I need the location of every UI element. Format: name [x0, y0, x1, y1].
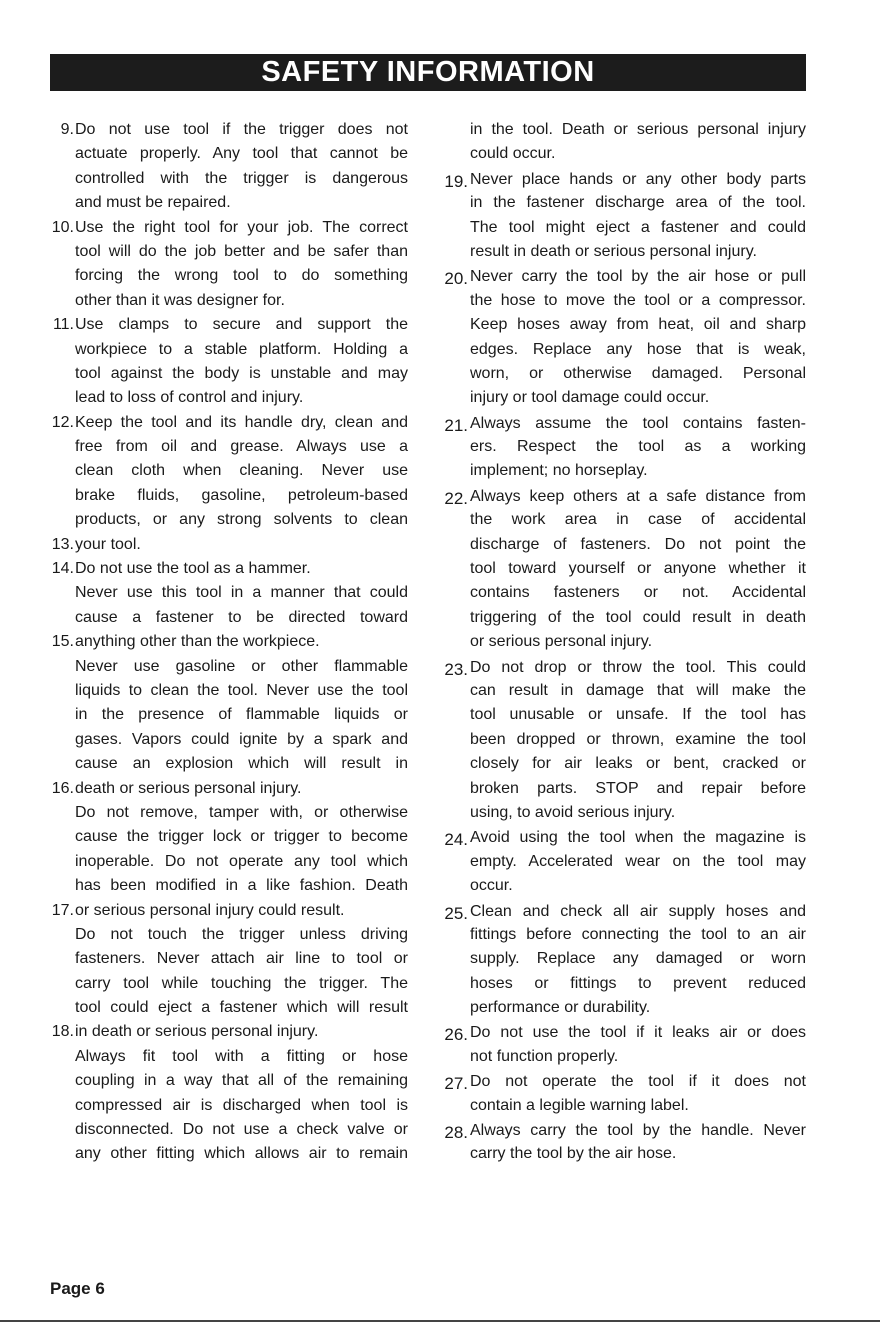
- line-text: workpiece to a stable platform. Holding a: [75, 340, 408, 358]
- text-line: [50, 947, 408, 971]
- line-text: Keep hoses away from heat, oil and sharp: [470, 316, 806, 334]
- page-title: SAFETY INFORMATION: [261, 56, 595, 88]
- line-text: compressed air is discharged when tool is: [75, 1096, 408, 1114]
- line-text: hoses or fittings to prevent reduced: [470, 974, 806, 992]
- line-text: Do not touch the trigger unless driving: [75, 925, 408, 943]
- right-column: [438, 118, 806, 1167]
- text-line: [50, 289, 408, 313]
- item-number: 17.: [51, 901, 74, 919]
- item-number: 12.: [51, 413, 74, 431]
- text-line: [50, 899, 408, 923]
- text-line: [438, 435, 806, 459]
- line-text: contains fasteners or not. Accidental: [470, 584, 806, 602]
- item-number: 15.: [51, 633, 74, 651]
- line-text: cause an explosion which will result in: [75, 755, 408, 773]
- line-text: tool against the body is unstable and may: [75, 364, 408, 382]
- line-text: the work area in case of accidental: [470, 511, 806, 529]
- text-line: [438, 289, 806, 313]
- item-number: 22.: [444, 488, 468, 508]
- line-text: Use the right tool for your job. The correct: [75, 218, 408, 236]
- line-text: forcing the wrong tool to do something: [75, 267, 408, 285]
- text-line: [50, 362, 408, 386]
- line-text: The tool might eject a fastener and could: [470, 218, 806, 236]
- text-line: [50, 533, 408, 557]
- line-text: cause a fastener to be directed toward: [75, 608, 408, 626]
- line-text: Clean and check all air supply hoses and: [470, 902, 806, 920]
- text-line: [50, 508, 408, 532]
- line-text: the hose to move the tool or a compressor.: [470, 291, 806, 309]
- text-line: [50, 484, 408, 508]
- section-header: [50, 54, 806, 91]
- item-number: 28.: [444, 1123, 468, 1143]
- line-text: ers. Respect the tool as a working: [470, 438, 806, 456]
- line-text: cause the trigger lock or trigger to become: [75, 828, 408, 846]
- text-line: [50, 313, 408, 337]
- line-text: products, or any strong solvents to clean: [75, 511, 408, 529]
- line-text: not function properly.: [470, 1047, 619, 1065]
- text-line: [50, 435, 408, 459]
- line-text: Avoid using the tool when the magazine is: [470, 829, 806, 847]
- text-line: [438, 679, 806, 703]
- line-text: using, to avoid serious injury.: [470, 803, 676, 821]
- line-text: Never use gasoline or other flammable: [75, 657, 408, 675]
- left-column: [50, 118, 408, 1167]
- item-number: 13.: [51, 535, 74, 553]
- text-line: [50, 386, 408, 410]
- text-line: [438, 216, 806, 240]
- line-text: gases. Vapors could ignite by a spark and: [75, 730, 408, 748]
- line-text: free from oil and grease. Always use a: [75, 438, 408, 456]
- text-line: [438, 533, 806, 557]
- text-line: [438, 362, 806, 386]
- text-line: [50, 459, 408, 483]
- text-line: [438, 728, 806, 752]
- line-text: tool will do the job better and be safer than: [75, 242, 408, 260]
- text-line: [438, 947, 806, 971]
- line-text: Do not use the tool as a hammer.: [75, 560, 311, 578]
- line-text: triggering of the tool could result in death: [470, 608, 806, 626]
- text-line: [438, 1020, 806, 1044]
- line-text: empty. Accelerated wear on the tool may: [470, 852, 806, 870]
- text-line: [438, 972, 806, 996]
- text-line: [50, 118, 408, 142]
- line-text: discharge of fasteners. Do not point the: [470, 535, 806, 553]
- item-number: 25.: [444, 903, 468, 923]
- line-text: could occur.: [470, 145, 556, 163]
- line-text: has been modified in a like fashion. Death: [75, 877, 408, 895]
- text-line: [438, 581, 806, 605]
- line-text: carry tool while touching the trigger. The: [75, 974, 408, 992]
- line-text: other than it was designer for.: [75, 291, 285, 309]
- line-text: or serious personal injury.: [470, 633, 653, 651]
- text-line: [438, 1069, 806, 1093]
- item-number: 23.: [444, 659, 468, 679]
- text-line: [438, 630, 806, 654]
- line-text: in death or serious personal injury.: [75, 1023, 319, 1041]
- text-line: [50, 240, 408, 264]
- page-number: Page 6: [50, 1279, 105, 1298]
- item-number: 18.: [51, 1023, 74, 1041]
- line-text: Always assume the tool contains fasten-: [470, 414, 806, 432]
- text-line: [438, 899, 806, 923]
- line-text: inoperable. Do not operate any tool which: [75, 852, 408, 870]
- line-text: occur.: [470, 877, 513, 895]
- line-text: fasteners. Never attach air line to tool or: [75, 950, 408, 968]
- text-line: [438, 313, 806, 337]
- text-line: [438, 459, 806, 483]
- line-text: tool could eject a fastener which will result: [75, 999, 408, 1017]
- line-text: liquids to clean the tool. Never use the tool: [75, 681, 408, 699]
- text-line: [438, 801, 806, 825]
- text-line: [438, 484, 806, 508]
- line-text: implement; no horseplay.: [470, 462, 648, 480]
- text-line: [438, 1045, 806, 1069]
- text-line: [50, 338, 408, 362]
- item-number: 24.: [444, 830, 468, 850]
- text-line: [50, 777, 408, 801]
- line-text: actuate properly. Any tool that cannot be: [75, 145, 408, 163]
- item-number: 10.: [51, 218, 74, 236]
- line-text: Never carry the tool by the air hose or pull: [470, 268, 806, 286]
- line-text: tool unusable or unsafe. If the tool has: [470, 706, 806, 724]
- line-text: supply. Replace any damaged or worn: [470, 950, 806, 968]
- line-text: worn, or otherwise damaged. Personal: [470, 364, 806, 382]
- line-text: clean cloth when cleaning. Never use: [75, 462, 408, 480]
- text-line: [438, 606, 806, 630]
- line-text: contain a legible warning label.: [470, 1096, 689, 1114]
- text-line: [438, 386, 806, 410]
- line-text: in the presence of flammable liquids or: [75, 706, 408, 724]
- line-text: Always keep others at a safe distance from: [470, 487, 806, 505]
- item-number: 26.: [444, 1025, 468, 1045]
- text-line: [50, 581, 408, 605]
- item-number: 27.: [444, 1074, 468, 1094]
- text-line: [438, 142, 806, 166]
- text-line: [438, 557, 806, 581]
- line-text: coupling in a way that all of the remaining: [75, 1072, 408, 1090]
- text-line: [438, 1142, 806, 1166]
- text-line: [438, 703, 806, 727]
- text-line: [50, 679, 408, 703]
- line-text: carry the tool by the air hose.: [470, 1145, 677, 1163]
- text-line: [50, 801, 408, 825]
- line-text: brake fluids, gasoline, petroleum-based: [75, 486, 408, 504]
- text-line: [50, 411, 408, 435]
- line-text: Do not drop or throw the tool. This could: [470, 658, 806, 676]
- line-text: Never use this tool in a manner that could: [75, 584, 408, 602]
- line-text: or serious personal injury could result.: [75, 901, 345, 919]
- line-text: performance or durability.: [470, 999, 651, 1017]
- text-line: [438, 191, 806, 215]
- text-line: [438, 752, 806, 776]
- line-text: Use clamps to secure and support the: [75, 316, 408, 334]
- text-line: [438, 874, 806, 898]
- text-line: [438, 1094, 806, 1118]
- text-line: [438, 118, 806, 142]
- line-text: death or serious personal injury.: [75, 779, 302, 797]
- line-text: Never place hands or any other body parts: [470, 170, 806, 188]
- line-text: edges. Replace any hose that is weak,: [470, 340, 806, 358]
- line-text: result in death or serious personal injury.: [470, 242, 757, 260]
- text-line: [438, 240, 806, 264]
- line-text: Always carry the tool by the handle. Never: [470, 1122, 806, 1140]
- line-text: your tool.: [75, 535, 141, 553]
- line-text: Keep the tool and its handle dry, clean and: [75, 413, 408, 431]
- text-line: [50, 1118, 408, 1142]
- line-text: Do not operate the tool if it does not: [470, 1073, 806, 1091]
- line-text: fittings before connecting the tool to an air: [470, 925, 806, 943]
- text-line: [50, 142, 408, 166]
- text-line: [438, 850, 806, 874]
- line-text: Do not use the tool if it leaks air or does: [470, 1024, 806, 1042]
- item-number: 11.: [52, 316, 74, 334]
- text-line: [50, 1069, 408, 1093]
- text-line: [438, 338, 806, 362]
- text-line: [50, 703, 408, 727]
- text-line: [438, 655, 806, 679]
- text-line: [438, 264, 806, 288]
- text-line: [50, 972, 408, 996]
- line-text: injury or tool damage could occur.: [470, 389, 710, 407]
- line-text: broken parts. STOP and repair before: [470, 779, 806, 797]
- item-number: 16.: [51, 779, 74, 797]
- text-line: [50, 752, 408, 776]
- line-text: tool toward yourself or anyone whether it: [470, 560, 806, 578]
- item-number: 20.: [444, 269, 468, 289]
- line-text: Do not remove, tamper with, or otherwise: [75, 803, 408, 821]
- text-line: [50, 264, 408, 288]
- text-line: [50, 630, 408, 654]
- text-line: [50, 191, 408, 215]
- text-line: [50, 167, 408, 191]
- text-line: [50, 874, 408, 898]
- text-line: [50, 996, 408, 1020]
- text-line: [50, 1020, 408, 1044]
- text-line: [438, 411, 806, 435]
- text-line: [438, 508, 806, 532]
- text-line: [438, 923, 806, 947]
- text-line: [50, 655, 408, 679]
- text-line: [50, 1142, 408, 1166]
- line-text: anything other than the workpiece.: [75, 633, 320, 651]
- item-number: 14.: [51, 560, 74, 578]
- text-line: [438, 1118, 806, 1142]
- text-line: [438, 825, 806, 849]
- line-text: controlled with the trigger is dangerous: [75, 169, 408, 187]
- text-line: [438, 167, 806, 191]
- line-text: closely for air leaks or bent, cracked or: [470, 755, 806, 773]
- text-line: [50, 557, 408, 581]
- text-line: [438, 996, 806, 1020]
- text-line: [50, 1045, 408, 1069]
- line-text: in the fastener discharge area of the tool.: [470, 194, 806, 212]
- line-text: disconnected. Do not use a check valve or: [75, 1121, 408, 1139]
- text-line: [50, 216, 408, 240]
- text-line: [50, 1094, 408, 1118]
- line-text: Always fit tool with a fitting or hose: [75, 1047, 408, 1065]
- text-line: [50, 923, 408, 947]
- line-text: lead to loss of control and injury.: [75, 389, 304, 407]
- item-number: 19.: [444, 171, 468, 191]
- text-line: [50, 728, 408, 752]
- line-text: Do not use tool if the trigger does not: [75, 121, 408, 138]
- line-text: in the tool. Death or serious personal injury: [470, 121, 806, 138]
- line-text: been dropped or thrown, examine the tool: [470, 730, 806, 748]
- text-line: [438, 777, 806, 801]
- line-text: any other fitting which allows air to remain: [75, 1145, 408, 1163]
- text-line: [50, 606, 408, 630]
- text-line: [50, 825, 408, 849]
- line-text: and must be repaired.: [75, 194, 231, 212]
- item-number: 9.: [60, 121, 74, 138]
- line-text: can result in damage that will make the: [470, 681, 806, 699]
- item-number: 21.: [444, 415, 468, 435]
- text-line: [50, 850, 408, 874]
